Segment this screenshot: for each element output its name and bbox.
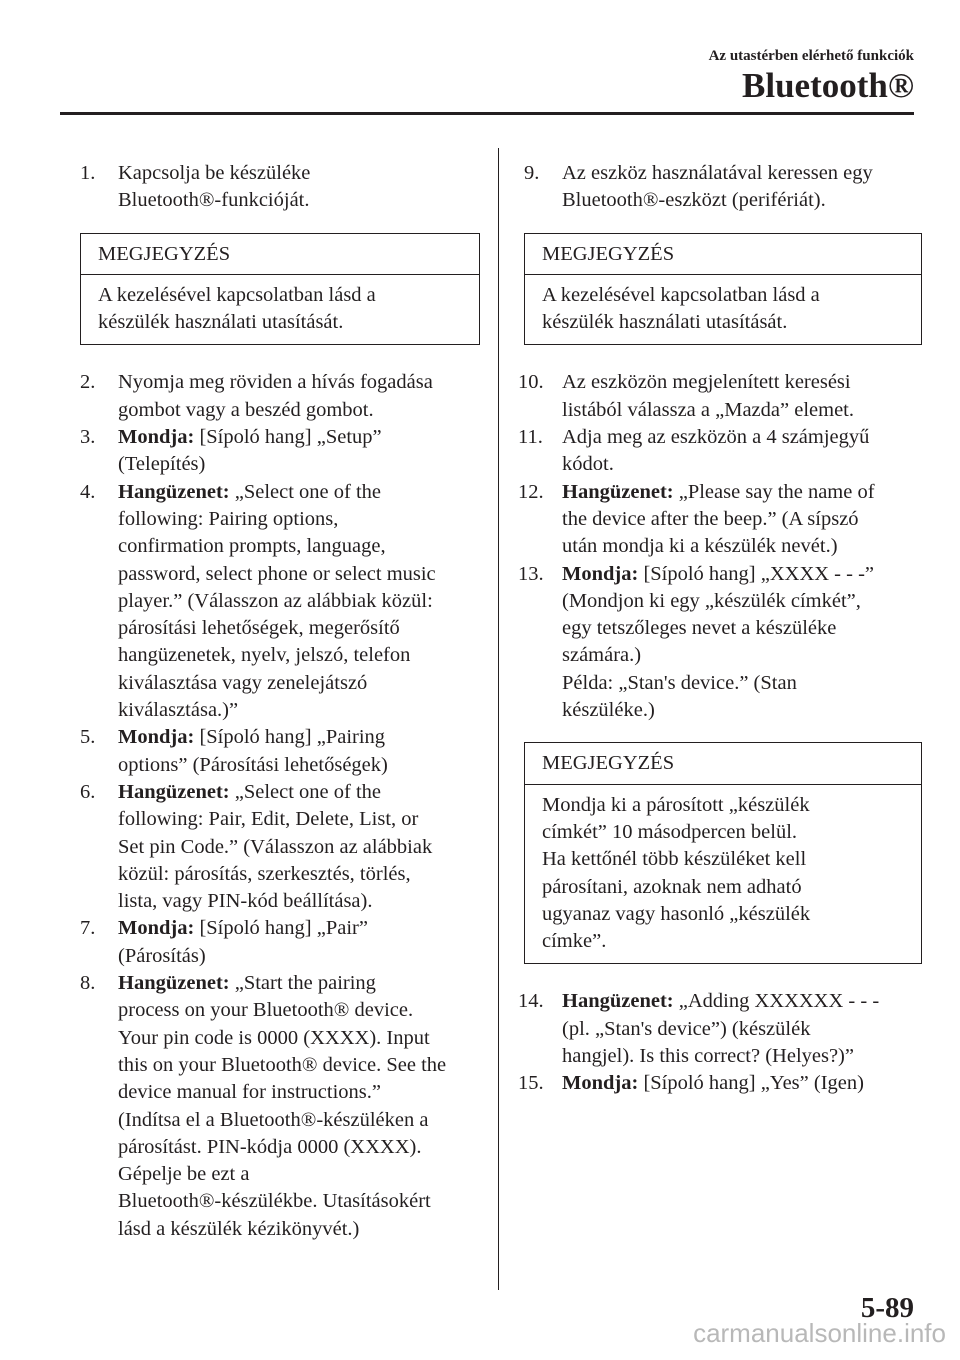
step-text: kiválasztása.)” [118,699,239,722]
page-title: Bluetooth® [742,66,914,105]
step-text: following: Pairing options, [118,507,339,530]
step-15 [518,1070,919,1097]
step-text: Kapcsolja be készüléke [118,162,311,184]
note-body [81,275,479,345]
step-label: Mondja: [118,726,195,749]
step-11 [518,424,919,479]
step-text: Bluetooth®-készülékbe. Utasításokért [118,1190,431,1213]
step-text: following: Pair, Edit, Delete, List, or [118,808,419,831]
step-text: device manual for instructions.” [118,1081,381,1104]
step-text [118,915,480,942]
step-text: után mondja ki a készülék nevét.) [562,535,838,558]
step-text: this on your Bluetooth® device. See the [118,1053,447,1076]
note-text: Ha kettőnél több készüléket kell [542,848,807,871]
note-text: készülék használati utasítását. [542,311,788,334]
note-text: Mondja ki a párosított „készülék [542,793,810,816]
step-8 [80,970,480,1243]
step-text [562,988,919,1015]
step-text: Bluetooth®-funkcióját. [118,189,310,212]
step-3 [80,424,480,479]
step-text: listából válassza a „Mazda” elemet. [562,398,854,421]
step-label: Mondja: [118,426,195,449]
step-text: (Telepítés) [118,453,206,476]
step-label: Hangüzenet: [562,990,674,1013]
step-1 [80,160,480,215]
watermark: carmanualsonline.info [693,1318,946,1348]
step-12 [518,479,919,561]
note-text: A kezelésével kapcsolatban lásd a [98,283,376,306]
step-text: egy tetszőleges nevet a készüléke [562,617,837,640]
step-label: Mondja: [562,1072,639,1095]
step-14 [518,988,919,1070]
step-text: password, select phone or select music [118,562,436,585]
note-box [524,742,922,964]
right-column [518,160,919,1098]
step-text: Példa: „Stan's device.” (Stan [562,671,797,694]
step-number: 14. [518,990,544,1013]
step-text: kódot. [562,453,614,476]
step-text: player.” (Válasszon az alábbiak közül: [118,589,433,612]
step-text: párosítást. PIN-kódja 0000 (XXXX). [118,1135,422,1158]
step-number: 10. [518,371,544,394]
step-text-part: „Start the pairing [229,972,376,995]
step-text: Bluetooth®-eszközt (perifériát). [562,189,826,212]
step-text: Gépelje be ezt a [118,1163,250,1186]
note-body [525,785,921,964]
step-text: Az eszközön megjelenített keresési [562,371,851,394]
step-number: 5. [80,726,96,749]
note-text: címke”. [542,930,607,953]
left-column [80,160,480,1243]
step-number: 2. [80,371,96,394]
step-text [118,970,480,997]
step-label: Hangüzenet: [118,972,230,995]
step-text-part: „Please say the name of [673,480,875,503]
step-text: készüléke.) [562,699,655,722]
step-label: Hangüzenet: [118,480,230,503]
step-text [118,479,480,506]
step-label: Mondja: [562,562,639,585]
step-4 [80,479,480,725]
step-number: 1. [80,162,96,184]
step-text: (pl. „Stan's device”) (készülék [562,1017,811,1040]
step-text: hangjel). Is this correct? (Helyes?)” [562,1045,854,1068]
step-text-part: „Select one of the [229,780,382,803]
step-text: (Indítsa el a Bluetooth®-készüléken a [118,1108,429,1131]
step-text: confirmation prompts, language, [118,535,386,558]
step-number: 13. [518,562,544,585]
step-text-part: [Sípoló hang] „Pairing [194,726,386,749]
step-text: kiválasztása vagy zenelejátszó [118,671,368,694]
step-6 [80,779,480,915]
note-body [525,275,921,345]
step-text: számára.) [562,644,642,667]
note-box [80,233,480,346]
step-text: hangüzenetek, nyelv, jelszó, telefon [118,644,411,667]
note-text: címkét” 10 másodpercen belül. [542,820,798,843]
step-10 [518,369,919,424]
step-7 [80,915,480,970]
note-text: ugyanaz vagy hasonló „készülék [542,902,811,925]
step-text: közül: párosítás, szerkesztés, törlés, [118,862,411,885]
step-number: 4. [80,480,96,503]
page-number: 5-89 [860,1292,914,1324]
step-number: 9. [524,162,540,184]
step-label: Hangüzenet: [562,480,674,503]
section-title: Az utastérben elérhető funkciók [708,48,914,64]
step-text: gombot vagy a beszéd gombot. [118,398,374,421]
step-text [118,724,480,751]
step-text: Your pin code is 0000 (XXXX). Input [118,1026,430,1049]
note-title: MEGJEGYZÉS [525,234,921,275]
step-text-part: [Sípoló hang] „Pair” [194,917,368,940]
step-9 [524,160,919,215]
step-text [562,561,919,588]
step-text: Set pin Code.” (Válasszon az alábbiak [118,835,433,858]
step-text: the device after the beep.” (A sípszó [562,507,859,530]
column-divider [498,148,499,1290]
step-number: 8. [80,972,96,995]
step-text: options” (Párosítási lehetőségek) [118,753,388,776]
step-number: 6. [80,780,96,803]
step-text-part: „Adding XXXXXX - - - [673,990,880,1013]
step-number: 7. [80,917,96,940]
step-text: Nyomja meg röviden a hívás fogadása [118,371,433,394]
step-number: 15. [518,1072,544,1095]
step-text-part: [Sípoló hang] „Setup” [194,426,382,449]
step-text: (Mondjon ki egy „készülék címkét”, [562,589,861,612]
step-5 [80,724,480,779]
step-text [118,779,480,806]
note-text: A kezelésével kapcsolatban lásd a [542,283,820,306]
step-text-part: [Sípoló hang] „XXXX - - -” [638,562,875,585]
header-rule [60,112,914,115]
step-text: lista, vagy PIN-kód beállítása). [118,890,373,913]
step-text: párosítási lehetőségek, megerősítő [118,617,400,640]
step-text: process on your Bluetooth® device. [118,999,414,1022]
step-number: 12. [518,480,544,503]
note-title: MEGJEGYZÉS [81,234,479,275]
step-text: Az eszköz használatával keressen egy [562,162,873,184]
step-number: 3. [80,426,96,449]
step-text-part: „Select one of the [229,480,382,503]
step-text [118,424,480,451]
note-text: készülék használati utasítását. [98,311,344,334]
step-number: 11. [518,426,543,449]
step-label: Hangüzenet: [118,780,230,803]
step-2 [80,369,480,424]
note-text: párosítani, azoknak nem adható [542,875,802,898]
note-title: MEGJEGYZÉS [525,743,921,784]
step-text: lásd a készülék kézikönyvét.) [118,1217,360,1240]
step-text: Adja meg az eszközön a 4 számjegyű [562,426,870,449]
step-text-part: [Sípoló hang] „Yes” (Igen) [638,1072,864,1095]
step-text [562,1070,919,1097]
step-text: (Párosítás) [118,944,206,967]
step-13 [518,561,919,725]
step-label: Mondja: [118,917,195,940]
note-box [524,233,922,346]
step-text [562,479,919,506]
